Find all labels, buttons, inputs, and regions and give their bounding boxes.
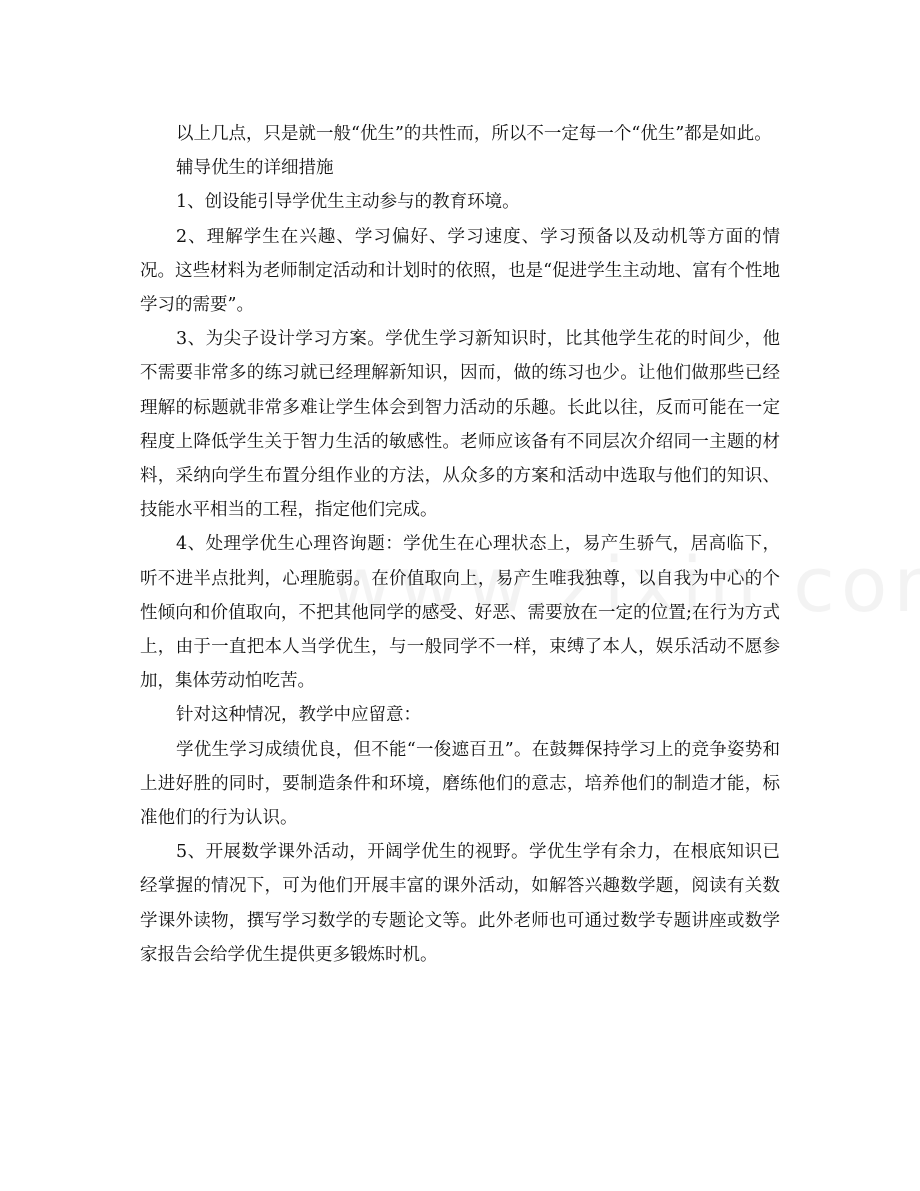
paragraph-summary: 以上几点，只是就一般“优生”的共性而，所以不一定每一个“优生”都是如此。 bbox=[176, 124, 772, 144]
paragraph-point-1: 1、创设能引导学优生主动参与的教育环境。 bbox=[176, 192, 520, 213]
paragraph-point-5: 5、开展数学课外活动，开阔学优生的视野。学优生学有余力，在根底知识已经掌握的情况下，可为他们开展丰富的课外活动，如解答兴趣数学题，阅读有关数学课外读物，撰写学习数学的专题论文等。此外老师也可通过数学专题讲座或数学家报告会给学优生提供更多锻炼时机。 bbox=[140, 842, 780, 965]
paragraph-guidance: 学优生学习成绩优良，但不能“一俊遮百丑”。在鼓舞保持学习上的竞争姿势和上进好胜的同时，要制造条件和环境，磨练他们的意志，培养他们的制造才能，标准他们的行为认识。 bbox=[140, 739, 780, 829]
paragraph-point-3: 3、为尖子设计学习方案。学优生学习新知识时，比其他学生花的时间少，他不需要非常多的练习就已经理解新知识，因而，做的练习也少。让他们做那些已经理解的标题就非常多难让学生体会到智力活动的乐趣。长此以往，反而可能在一定程度上降低学生关于智力生活的敏感性。老师应该备有不同层次介绍同一主题的材料，采纳向学生布置分组作业的方法，从众多的方案和活动中选取与他们的知识、技能水平相当的工程，指定他们完成。 bbox=[140, 329, 780, 521]
document-body bbox=[140, 117, 780, 972]
paragraph-point-2: 2、理解学生在兴趣、学习偏好、学习速度、学习预备以及动机等方面的情况。这些材料为老师制定活动和计划时的依照，也是“促进学生主动地、富有个性地学习的需要”。 bbox=[140, 226, 780, 316]
section-heading: 辅导优生的详细措施 bbox=[176, 158, 334, 179]
paragraph-point-4: 4、处理学优生心理咨询题：学优生在心理状态上，易产生骄气，居高临下，听不进半点批判，心理脆弱。在价值取向上，易产生唯我独尊，以自我为中心的个性倾向和价值取向，不把其他同学的感受、好恶、需要放在一定的位置;在行为方式上，由于一直把本人当学优生，与一般同学不一样，束缚了本人，娱乐活动不愿参加，集体劳动怕吃苦。 bbox=[140, 534, 780, 692]
paragraph-attention: 针对这种情况，教学中应留意： bbox=[176, 705, 421, 726]
